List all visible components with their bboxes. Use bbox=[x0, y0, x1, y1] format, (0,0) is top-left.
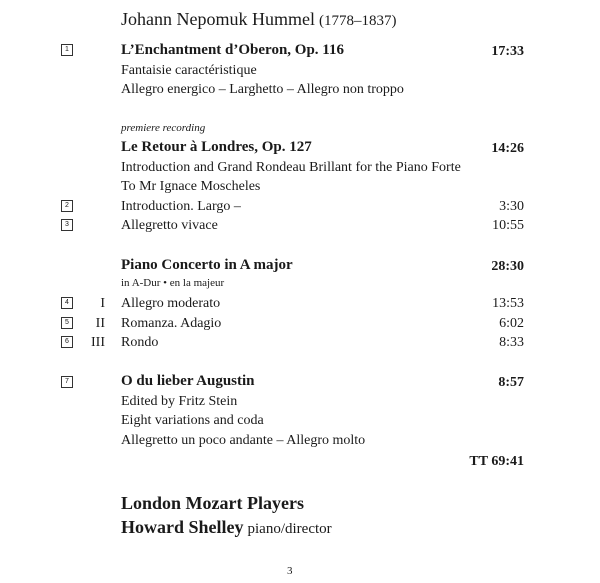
movement-duration: 3:30 bbox=[499, 199, 524, 214]
soloist-name: Howard Shelley bbox=[121, 517, 244, 537]
track-number-7: 7 bbox=[61, 376, 73, 388]
work-duration-augustin: 8:57 bbox=[498, 375, 524, 390]
movement-duration: 13:53 bbox=[492, 296, 524, 311]
movement-label: Rondo bbox=[121, 335, 159, 350]
work-line: Allegretto un poco andante – Allegro molto bbox=[121, 433, 366, 448]
total-time: TT 69:41 bbox=[469, 454, 524, 469]
track-number-5: 5 bbox=[61, 317, 73, 329]
work-line: Introduction and Grand Rondeau Brillant for the Piano Forte bbox=[121, 160, 461, 175]
movement-label: Romanza. Adagio bbox=[121, 316, 222, 331]
track-number-2: 2 bbox=[61, 200, 73, 212]
work-line: Edited by Fritz Stein bbox=[121, 394, 238, 409]
work-duration-retour: 14:26 bbox=[491, 141, 524, 156]
work-title-retour: Le Retour à Londres, Op. 127 bbox=[121, 139, 312, 155]
soloist-credit bbox=[121, 518, 332, 537]
page-number: 3 bbox=[287, 565, 293, 577]
movement-duration: 6:02 bbox=[499, 316, 524, 331]
orchestra-name: London Mozart Players bbox=[121, 493, 304, 513]
movement-numeral: III bbox=[91, 335, 105, 350]
soloist-role: piano/director bbox=[247, 521, 332, 537]
track-number-6: 6 bbox=[61, 336, 73, 348]
composer-heading bbox=[121, 10, 396, 29]
movement-duration: 10:55 bbox=[492, 218, 524, 233]
track-number-3: 3 bbox=[61, 219, 73, 231]
work-line: To Mr Ignace Moscheles bbox=[121, 179, 261, 194]
work-duration-concerto: 28:30 bbox=[491, 259, 524, 274]
work-subtitle: in A-Dur • en la majeur bbox=[121, 277, 225, 289]
work-line: Allegro energico – Larghetto – Allegro non troppo bbox=[121, 82, 404, 97]
work-title-concerto: Piano Concerto in A major bbox=[121, 257, 293, 273]
work-line: Fantaisie caractéristique bbox=[121, 63, 257, 78]
track-number-1: 1 bbox=[61, 44, 73, 56]
movement-numeral: II bbox=[95, 316, 105, 331]
work-title-oberon: L’Enchantment d’Oberon, Op. 116 bbox=[121, 42, 344, 58]
movement-label: Introduction. Largo – bbox=[121, 199, 241, 214]
movement-label: Allegretto vivace bbox=[121, 218, 218, 233]
premiere-note: premiere recording bbox=[121, 122, 206, 134]
movement-label: Allegro moderato bbox=[121, 296, 221, 311]
movement-duration: 8:33 bbox=[499, 335, 524, 350]
movement-numeral: I bbox=[100, 296, 105, 311]
work-duration-oberon: 17:33 bbox=[491, 44, 524, 59]
composer-dates: (1778–1837) bbox=[318, 13, 397, 29]
work-title-augustin: O du lieber Augustin bbox=[121, 373, 255, 389]
composer-name: Johann Nepomuk Hummel bbox=[121, 9, 315, 29]
track-number-4: 4 bbox=[61, 297, 73, 309]
work-line: Eight variations and coda bbox=[121, 413, 264, 428]
